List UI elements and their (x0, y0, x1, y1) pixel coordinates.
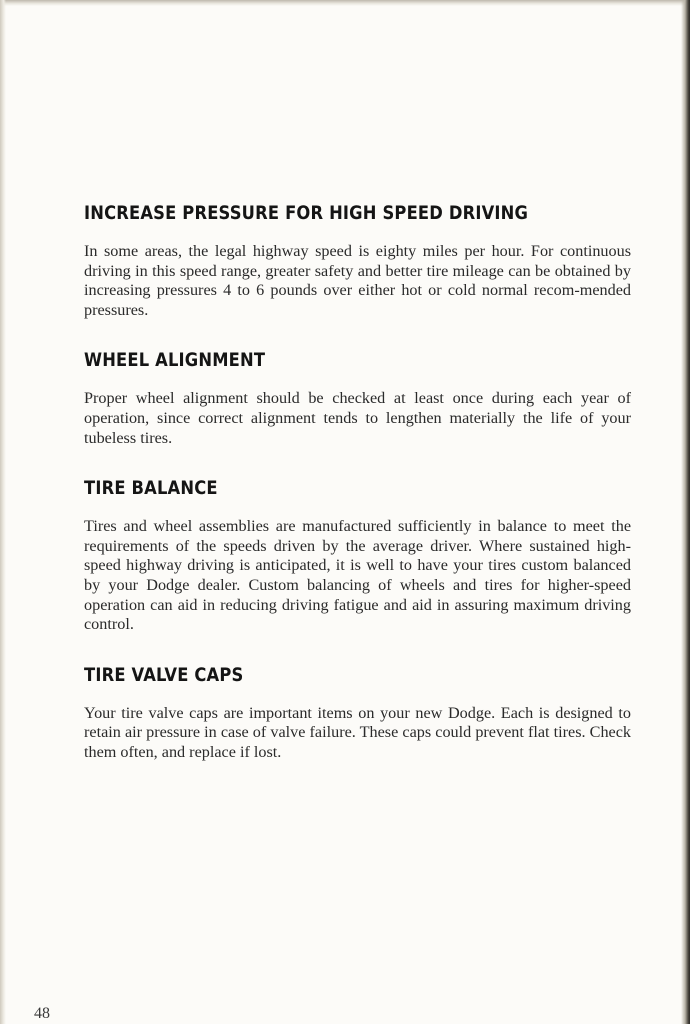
page-binding-edge (681, 0, 690, 1024)
section-heading: WHEEL ALIGNMENT (84, 349, 266, 372)
page-top-shadow (0, 0, 690, 6)
page-left-edge (0, 0, 6, 1024)
section-heading: TIRE BALANCE (84, 477, 218, 500)
page-number: 48 (34, 1005, 50, 1022)
section-body: Proper wheel alignment should be checked at least once during each year of operation, since correct alignment tends to lengthen materially the life of your tubeless tires. (84, 389, 631, 447)
section-tire-valve-caps (84, 662, 631, 763)
section-body: Tires and wheel assemblies are manufactured sufficiently in balance to meet the requirements of the speeds driven by the average driver. Where sustained high-speed highway driving is anticipated, it is well to have your tires custom balanced by your Dodge dealer. Custom balancing of wheels and tires for higher-speed operation can aid in reducing driving fatigue and aid in assuring maximum driving control. (84, 517, 631, 634)
section-body: Your tire valve caps are important items on your new Dodge. Each is designed to retain air pressure in case of valve failure. These caps could prevent flat tires. Check them often, and replace if lost. (84, 703, 631, 761)
section-heading: TIRE VALVE CAPS (84, 663, 244, 686)
section-increase-pressure (84, 200, 631, 320)
section-body: In some areas, the legal highway speed is eighty miles per hour. For continuous driving in this speed range, greater safety and better tire mileage can be obtained by increasing pressures 4 to 6 pounds over either hot or cold normal recom-mended pressures. (84, 242, 631, 319)
section-wheel-alignment (84, 347, 631, 448)
section-heading: INCREASE PRESSURE FOR HIGH SPEED DRIVING (84, 202, 529, 224)
section-tire-balance (84, 475, 631, 635)
page-content (84, 200, 631, 763)
